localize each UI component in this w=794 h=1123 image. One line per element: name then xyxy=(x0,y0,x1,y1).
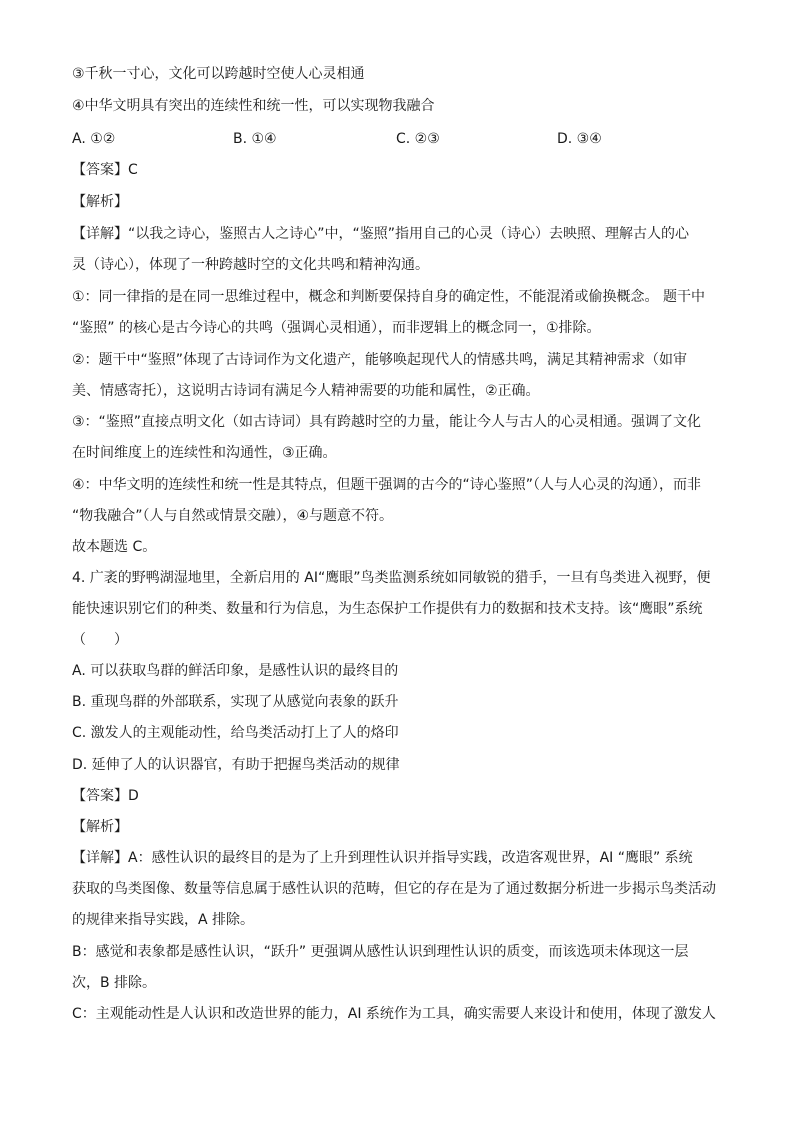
q3-point-4-line: ④：中华文明的连续性和统一性是其特点，但题干强调的古今的“诗心鉴照”（人与人心灵的沟通），而非 xyxy=(72,477,702,493)
q4-detail-b-line: 次，B 排除。 xyxy=(72,975,157,991)
q3-point-3-line: 在时间维度上的连续性和沟通性，③正确。 xyxy=(72,445,337,461)
q4-option-d: D. 延伸了人的认识器官，有助于把握鸟类活动的规律 xyxy=(72,757,400,773)
q3-analysis-heading: 【解析】 xyxy=(72,194,128,210)
q3-option-d: D. ③④ xyxy=(557,131,602,147)
q3-option-b: B. ①④ xyxy=(233,131,277,147)
q3-detail-line: 【详解】“以我之诗心，鉴照古人之诗心”中，“鉴照”指用自己的心灵（诗心）去映照、理解古人的心 xyxy=(72,226,690,242)
q3-answer: 【答案】C xyxy=(72,162,138,178)
q3-point-2-line: ②：题干中“鉴照”体现了古诗词作为文化遗产，能够唤起现代人的情感共鸣，满足其精神需求（如审 xyxy=(72,352,688,368)
q4-answer: 【答案】D xyxy=(72,788,139,804)
q3-point-1-line: ①：同一律指的是在同一思维过程中，概念和判断要保持自身的确定性，不能混淆或偷换概念。 题干中 xyxy=(72,289,705,305)
q4-analysis-heading: 【解析】 xyxy=(72,819,128,835)
q3-point-1-line: “鉴照” 的核心是古今诗心的共鸣（强调心灵相通），而非逻辑上的概念同一，①排除。 xyxy=(72,320,601,336)
q4-detail-a-line: 获取的鸟类图像、数量等信息属于感性认识的范畴，但它的存在是为了通过数据分析进一步揭示鸟类活动 xyxy=(72,881,716,897)
q3-option-a: A. ①② xyxy=(72,131,116,147)
q4-detail-b-line: B：感觉和表象都是感性认识，“跃升” 更强调从感性认识到理性认识的质变，而该选项未体现这一层 xyxy=(72,944,689,960)
q3-point-4-line: “物我融合”（人与自然或情景交融），④与题意不符。 xyxy=(72,508,394,524)
statement-3: ③千秋一寸心，文化可以跨越时空使人心灵相通 xyxy=(72,66,365,82)
q3-detail-line: 灵（诗心），体现了一种跨越时空的文化共鸣和精神沟通。 xyxy=(72,257,429,273)
q4-stem-line: 4. 广袤的野鸭湖湿地里，全新启用的 AI“鹰眼”鸟类监测系统如同敏锐的猎手，一旦有鸟类进入视野，便 xyxy=(72,570,711,586)
q3-point-3-line: ③：“鉴照”直接点明文化（如古诗词）具有跨越时空的力量，能让今人与古人的心灵相通。强调了文化 xyxy=(72,414,702,430)
q4-option-c: C. 激发人的主观能动性，给鸟类活动打上了人的烙印 xyxy=(72,725,399,741)
q4-detail-a-line: 的规律来指导实践，A 排除。 xyxy=(72,912,255,928)
statement-4: ④中华文明具有突出的连续性和统一性，可以实现物我融合 xyxy=(72,98,435,114)
q3-option-c: C. ②③ xyxy=(396,131,440,147)
q4-detail-a-line: 【详解】A：感性认识的最终目的是为了上升到理性认识并指导实践，改造客观世界，AI “鹰眼” 系统 xyxy=(72,850,693,866)
q4-stem-line: 能快速识别它们的种类、数量和行为信息，为生态保护工作提供有力的数据和技术支持。该“鹰眼”系统 xyxy=(72,601,703,617)
q3-conclusion: 故本题选 C。 xyxy=(72,539,157,555)
q4-option-a: A. 可以获取鸟群的鲜活印象，是感性认识的最终目的 xyxy=(72,663,399,679)
q4-stem-blank: （ ） xyxy=(72,632,128,648)
q4-detail-c-line: C：主观能动性是人认识和改造世界的能力，AI 系统作为工具，确实需要人来设计和使用，体现了激发人 xyxy=(72,1006,716,1022)
q3-point-2-line: 美、情感寄托），这说明古诗词有满足今人精神需要的功能和属性，②正确。 xyxy=(72,383,540,399)
q4-option-b: B. 重现鸟群的外部联系，实现了从感觉向表象的跃升 xyxy=(72,694,399,710)
